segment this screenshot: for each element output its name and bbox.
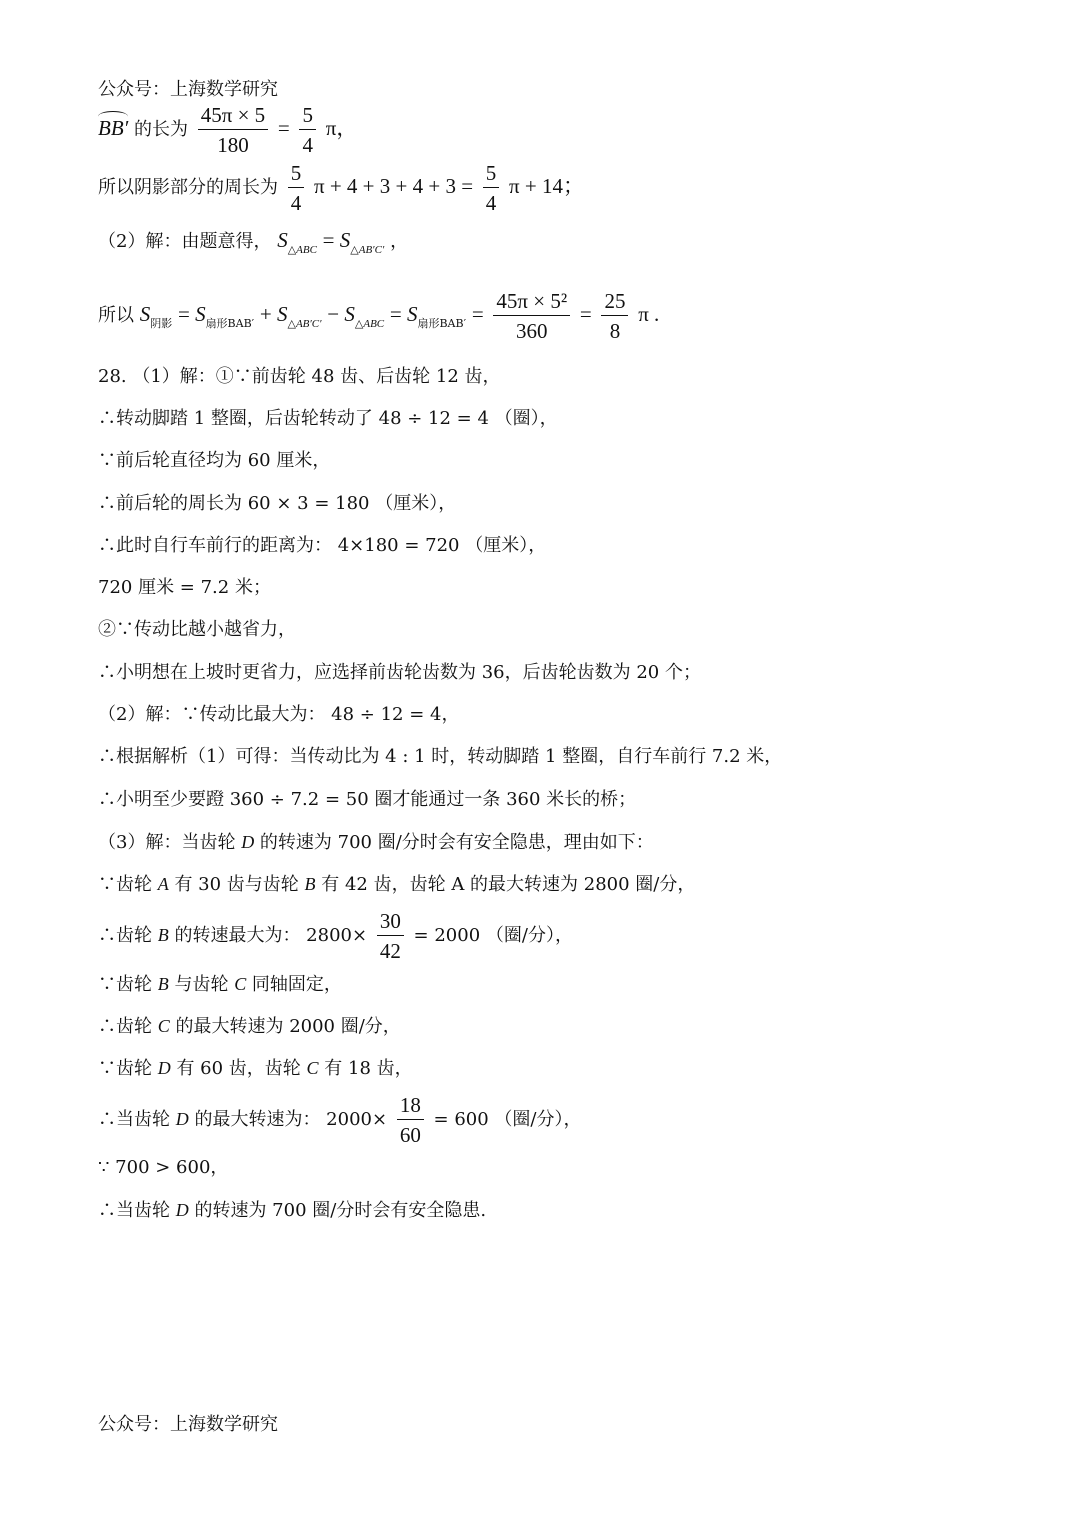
line-text: ∴转动脚踏 1 整圈，后齿轮转动了 48 ÷ 12 = 4 （圈）， bbox=[98, 408, 558, 429]
subscript: 阴影 bbox=[150, 317, 173, 331]
text: = 600 （圈/分）， bbox=[433, 1109, 582, 1131]
text: ∵齿轮 bbox=[98, 874, 158, 895]
text: （3）解：当齿轮 bbox=[98, 832, 242, 853]
line-text: （2）解：∵传动比最大为： 48 ÷ 12 = 4， bbox=[98, 704, 460, 725]
text: ∵齿轮 bbox=[98, 1058, 158, 1079]
plus: + bbox=[259, 302, 277, 327]
text: ∵齿轮 bbox=[98, 974, 158, 995]
text: 所以阴影部分的周长为 bbox=[98, 177, 278, 199]
footer-watermark: 公众号：上海数学研究 bbox=[98, 1414, 278, 1435]
variable: D bbox=[241, 832, 255, 852]
line-text: ∴前后轮的周长为 60 × 3 = 180 （厘米）， bbox=[98, 493, 457, 514]
fraction bbox=[601, 290, 628, 342]
subscript: △AB′C′ bbox=[350, 244, 385, 256]
text: π + 4 + 3 + 4 + 3 = bbox=[313, 174, 474, 199]
line-text: ∴小明至少要蹬 360 ÷ 7.2 = 50 圈才能通过一条 360 米长的桥； bbox=[98, 789, 637, 810]
s-symbol: S bbox=[195, 302, 206, 327]
fraction bbox=[198, 104, 268, 156]
line-text: ②∵传动比越小越省力， bbox=[98, 619, 296, 640]
line-text: ∵前后轮直径均为 60 厘米， bbox=[98, 450, 331, 471]
numerator: 5 bbox=[483, 162, 500, 188]
text: 的转速为 700 圈/分时会有安全隐患，理由如下： bbox=[254, 832, 654, 853]
denominator: 360 bbox=[516, 319, 548, 344]
denominator: 4 bbox=[290, 191, 302, 216]
numerator: 25 bbox=[601, 290, 628, 316]
variable: B bbox=[304, 874, 316, 894]
equals: = bbox=[471, 302, 484, 327]
text: ∴齿轮 bbox=[98, 925, 158, 947]
fraction bbox=[288, 162, 305, 214]
text: ∴当齿轮 bbox=[98, 1200, 176, 1221]
s-symbol: S bbox=[277, 228, 288, 252]
line-area-equal bbox=[98, 228, 409, 256]
denominator: 42 bbox=[379, 939, 401, 964]
text: 有 30 齿与齿轮 bbox=[168, 874, 305, 895]
equals: = bbox=[389, 302, 407, 327]
line-text: 720 厘米 = 7.2 米； bbox=[98, 577, 271, 598]
subscript: △ABC bbox=[354, 318, 385, 331]
text: π + 14； bbox=[509, 174, 584, 199]
line-arc-length bbox=[98, 104, 357, 156]
line-text bbox=[98, 1059, 413, 1078]
variable: D bbox=[175, 1200, 189, 1220]
variable: C bbox=[306, 1058, 319, 1078]
fraction bbox=[483, 162, 500, 214]
equals: = bbox=[579, 302, 592, 327]
text: 的转速为 700 圈/分时会有安全隐患. bbox=[188, 1200, 487, 1221]
line-shaded-area bbox=[98, 290, 659, 342]
numerator: 18 bbox=[397, 1094, 424, 1120]
text: 的长为 bbox=[133, 119, 188, 141]
text: 所以 bbox=[98, 305, 134, 327]
s-symbol: S bbox=[277, 302, 288, 327]
numerator: 45π × 5² bbox=[493, 290, 570, 316]
s-symbol: S bbox=[406, 302, 418, 327]
line-text: ∴此时自行车前行的距离为： 4×180 = 720 （厘米）， bbox=[98, 535, 547, 556]
line-text bbox=[98, 975, 342, 994]
subscript: 扇形BAB′ bbox=[417, 317, 467, 331]
text: 有 42 齿，齿轮 A 的最大转速为 2800 圈/分， bbox=[315, 874, 696, 895]
text: 的最大转速为 2000 圈/分， bbox=[169, 1016, 401, 1037]
variable: A bbox=[157, 874, 169, 894]
text: 有 60 齿，齿轮 bbox=[170, 1058, 307, 1079]
s-symbol: S bbox=[344, 302, 355, 327]
variable: D bbox=[175, 1109, 189, 1130]
variable: C bbox=[157, 1016, 170, 1036]
s-symbol: S bbox=[139, 302, 151, 327]
line-text bbox=[98, 1094, 582, 1146]
text: 的最大转速为： 2000× bbox=[188, 1109, 388, 1131]
header-watermark: 公众号：上海数学研究 bbox=[98, 79, 278, 100]
line-q28: 28. （1）解：①∵前齿轮 48 齿、后齿轮 12 齿， bbox=[98, 366, 501, 387]
variable: D bbox=[157, 1058, 171, 1078]
line-text bbox=[98, 910, 573, 962]
text: ， bbox=[390, 231, 409, 252]
line-text: ∵ 700 > 600， bbox=[98, 1157, 229, 1178]
denominator: 8 bbox=[609, 319, 621, 344]
fraction bbox=[397, 1094, 424, 1146]
numerator: 5 bbox=[288, 162, 305, 188]
denominator: 60 bbox=[399, 1123, 421, 1148]
s-symbol: S bbox=[339, 228, 351, 252]
variable: C bbox=[234, 974, 247, 994]
line-text bbox=[98, 1017, 401, 1036]
numerator: 30 bbox=[377, 910, 404, 936]
denominator: 4 bbox=[302, 133, 313, 158]
subscript: △AB′C′ bbox=[287, 318, 322, 331]
text: 与齿轮 bbox=[168, 974, 235, 995]
text: 有 18 齿， bbox=[318, 1058, 413, 1079]
text: ∴当齿轮 bbox=[98, 1109, 176, 1131]
text: ∴齿轮 bbox=[98, 1016, 158, 1037]
line-q3 bbox=[98, 833, 654, 852]
arc-bb: BB′ bbox=[98, 116, 129, 141]
text: 的转速最大为： 2800× bbox=[168, 925, 368, 947]
numerator: 5 bbox=[299, 104, 316, 130]
text: π . bbox=[638, 302, 660, 327]
variable: B bbox=[157, 974, 169, 994]
text: = 2000 （圈/分）， bbox=[413, 925, 573, 947]
numerator: 45π × 5 bbox=[198, 104, 268, 130]
equals: = bbox=[177, 302, 196, 327]
variable: B bbox=[157, 925, 169, 946]
fraction bbox=[493, 290, 570, 342]
line-conclusion bbox=[98, 1201, 486, 1220]
fraction bbox=[377, 910, 404, 962]
denominator: 4 bbox=[485, 191, 497, 216]
subscript: 扇形BAB′ bbox=[205, 317, 255, 331]
minus: − bbox=[327, 302, 345, 327]
text: 同轴固定， bbox=[246, 974, 342, 995]
line-text: ∴小明想在上坡时更省力，应选择前齿轮齿数为 36，后齿轮齿数为 20 个； bbox=[98, 662, 701, 683]
line-perimeter bbox=[98, 162, 584, 214]
fraction bbox=[299, 104, 316, 156]
subscript: △ABC bbox=[287, 244, 317, 256]
equals: = bbox=[277, 116, 290, 141]
line-text bbox=[98, 875, 695, 894]
text: （2）解：由题意得， bbox=[98, 231, 272, 252]
denominator: 180 bbox=[217, 133, 249, 158]
text: π， bbox=[325, 116, 358, 141]
equals: = bbox=[322, 228, 340, 252]
line-text: ∴根据解析（1）可得：当传动比为 4 : 1 时，转动脚踏 1 整圈，自行车前行 7.2 米， bbox=[98, 746, 783, 767]
